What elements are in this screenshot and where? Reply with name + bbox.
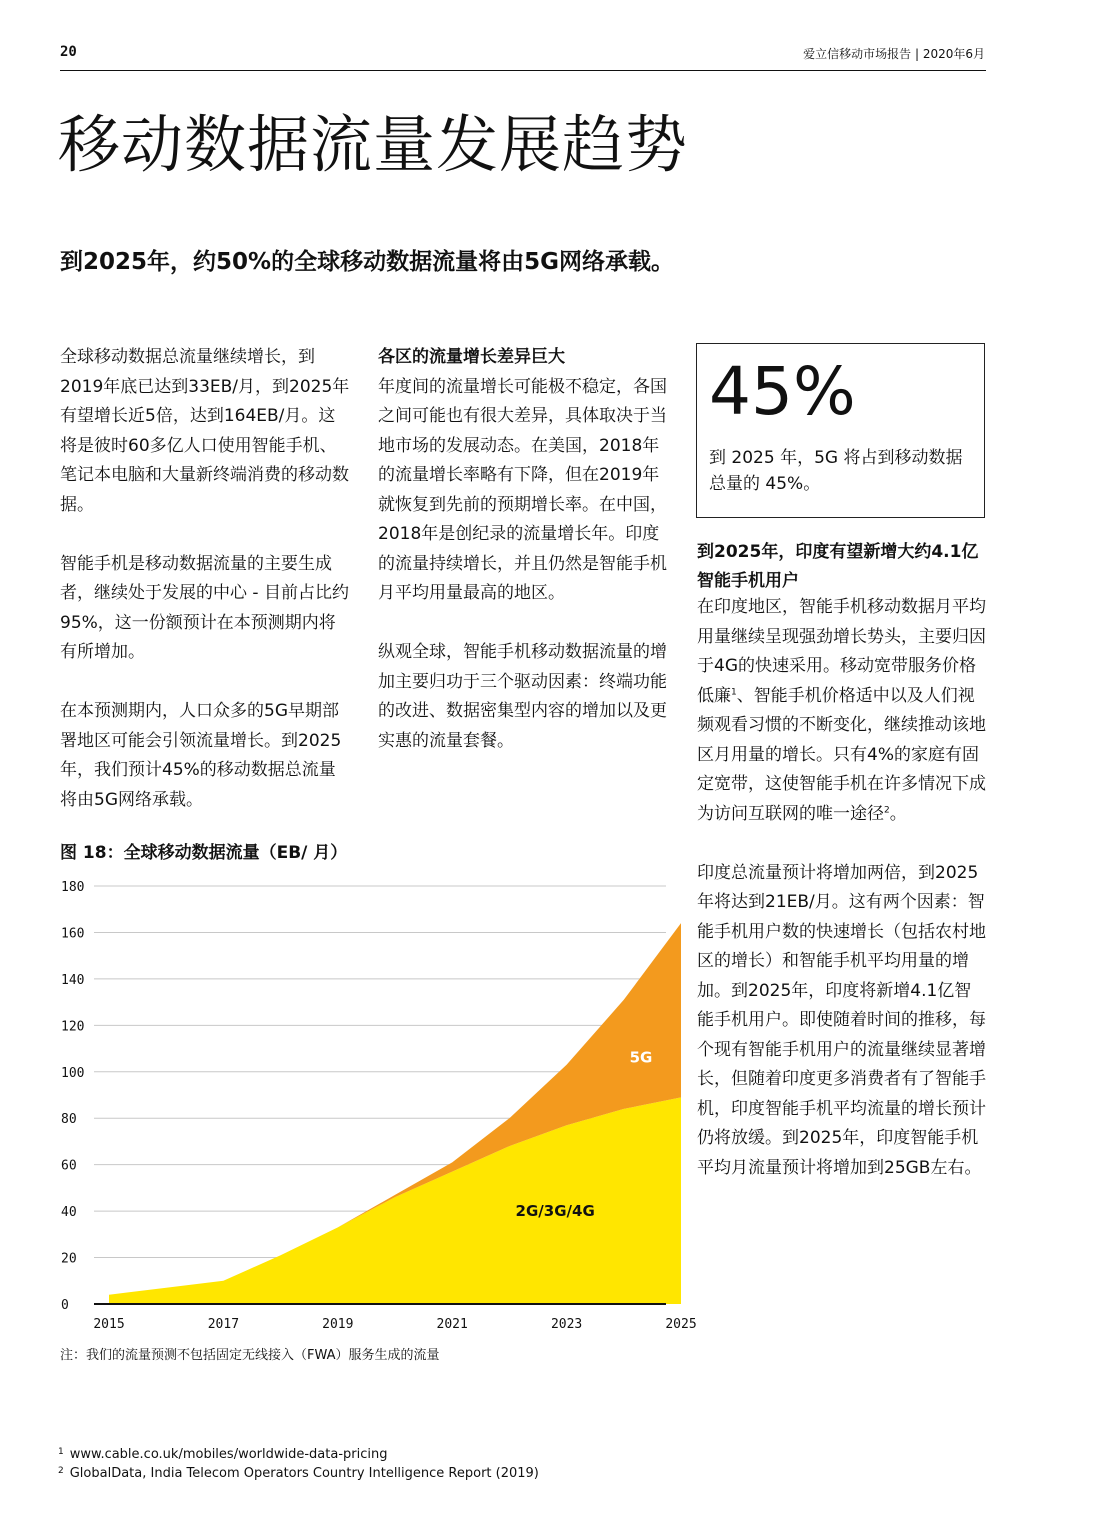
x-tick-label: 2019 (322, 1317, 354, 1332)
paragraph: 智能手机是移动数据流量的主要生成者，继续处于发展的中心 - 目前占比约95%，这一份额预计在本预测期内将有所增加。 (60, 553, 349, 662)
footnote-2 (58, 1466, 539, 1481)
stat-value: 45% (709, 353, 856, 430)
x-tick-label: 2023 (550, 1317, 583, 1332)
y-tick-label: 60 (61, 1158, 77, 1174)
paragraph: 年度间的流量增长可能极不稳定，各国之间可能也有很大差异，具体取决于当地市场的发展动态。在美国，2018年的流量增长率略有下降，但在2019年就恢复到先前的预期增长率。在中国，2018年是创纪录的流量增长年。印度的流量持续增长，并且仍然是智能手机月平均用量最高的地区。 (378, 376, 667, 603)
paragraph-text: 。 (889, 803, 907, 824)
section-heading-india: 到2025年，印度有望新增大约4.1亿智能手机用户 (697, 542, 979, 591)
y-tick-label: 100 (61, 1065, 85, 1081)
section-heading: 各区的流量增长差异巨大 (378, 347, 565, 367)
y-tick-label: 0 (61, 1298, 69, 1313)
y-tick-label: 120 (61, 1019, 85, 1035)
footnote-number: 2 (58, 1466, 64, 1476)
footnote-ref[interactable]: 1 (731, 686, 737, 697)
footnote-1 (58, 1447, 388, 1462)
column-3 (697, 593, 987, 1213)
y-tick-label: 140 (61, 972, 85, 988)
column-1 (60, 343, 350, 845)
series-label-2g3g4g: 2G/3G/4G (515, 1201, 595, 1220)
paragraph: 印度总流量预计将增加两倍，到2025年将达到21EB/月。这有两个因素：智能手机用户数的快速增长（包括农村地区的增长）和智能手机平均用量的增加。到2025年，印度将新增4.1亿智能手机用户。即使随着时间的推移，每个现有智能手机用户的流量继续显著增长，但随着印度更多消费者有了智能手机，印度智能手机平均流量的增长预计仍将放缓。到2025年，印度智能手机平均月流量预计将增加到25GB左右。 (697, 862, 986, 1178)
stat-text: 到 2025 年，5G 将占到移动数据总量的 45%。 (709, 448, 963, 494)
footnote-ref[interactable]: 2 (884, 804, 890, 815)
footnote-link[interactable]: www.cable.co.uk/mobiles/worldwide-data-pricing (69, 1447, 388, 1462)
page-subtitle: 到2025年，约50%的全球移动数据流量将由5G网络承载。 (60, 249, 674, 275)
x-tick-label: 2021 (436, 1317, 468, 1332)
paragraph: 在本预测期内，人口众多的5G早期部署地区可能会引领流量增长。到2025年，我们预计45%的移动数据总流量将由5G网络承载。 (60, 701, 342, 810)
y-tick-label: 160 (61, 926, 85, 942)
y-tick-label: 180 (61, 880, 85, 895)
y-tick-label: 40 (61, 1205, 77, 1221)
footnote-number: 1 (58, 1447, 64, 1457)
y-tick-label: 20 (61, 1251, 77, 1267)
page-title: 移动数据流量发展趋势 (58, 108, 689, 181)
column-2 (378, 343, 668, 786)
traffic-area-chart (56, 870, 697, 1340)
running-head: 爱立信移动市场报告 | 2020年6月 (803, 47, 985, 61)
paragraph: 全球移动数据总流量继续增长，到2019年底已达到33EB/月，到2025年有望增长近5倍，达到164EB/月。这将是彼时60多亿人口使用智能手机、笔记本电脑和大量新终端消费的移动数据。 (60, 347, 350, 515)
area-2g-3g-4g (109, 1097, 681, 1304)
x-tick-label: 2017 (207, 1317, 240, 1332)
header-rule (60, 70, 986, 71)
paragraph-text: 在印度地区，智能手机移动数据月平均用量继续呈现强劲增长势头，主要归因于4G的快速采用。移动宽带服务价格低廉 (697, 597, 986, 706)
y-tick-label: 80 (61, 1112, 77, 1128)
footnote-text: GlobalData, India Telecom Operators Country Intelligence Report (2019) (69, 1466, 539, 1481)
page-number: 20 (60, 44, 77, 60)
paragraph-text: 、智能手机价格适中以及人们视频观看习惯的不断变化，继续推动该地区月用量的增长。只有4%的家庭有固定宽带，这使智能手机在许多情况下成为访问互联网的唯一途径 (697, 685, 986, 824)
figure-note: 注：我们的流量预测不包括固定无线接入（FWA）服务生成的流量 (60, 1348, 440, 1363)
stat-callout-box (696, 343, 985, 518)
x-tick-label: 2025 (665, 1317, 697, 1332)
series-label-5g: 5G (629, 1048, 653, 1067)
x-tick-label: 2015 (93, 1317, 125, 1332)
figure-title: 图 18：全球移动数据流量（EB/ 月） (60, 843, 348, 863)
paragraph: 纵观全球，智能手机移动数据流量的增加主要归功于三个驱动因素：终端功能的改进、数据密集型内容的增加以及更实惠的流量套餐。 (378, 642, 667, 751)
paragraph (697, 593, 987, 829)
